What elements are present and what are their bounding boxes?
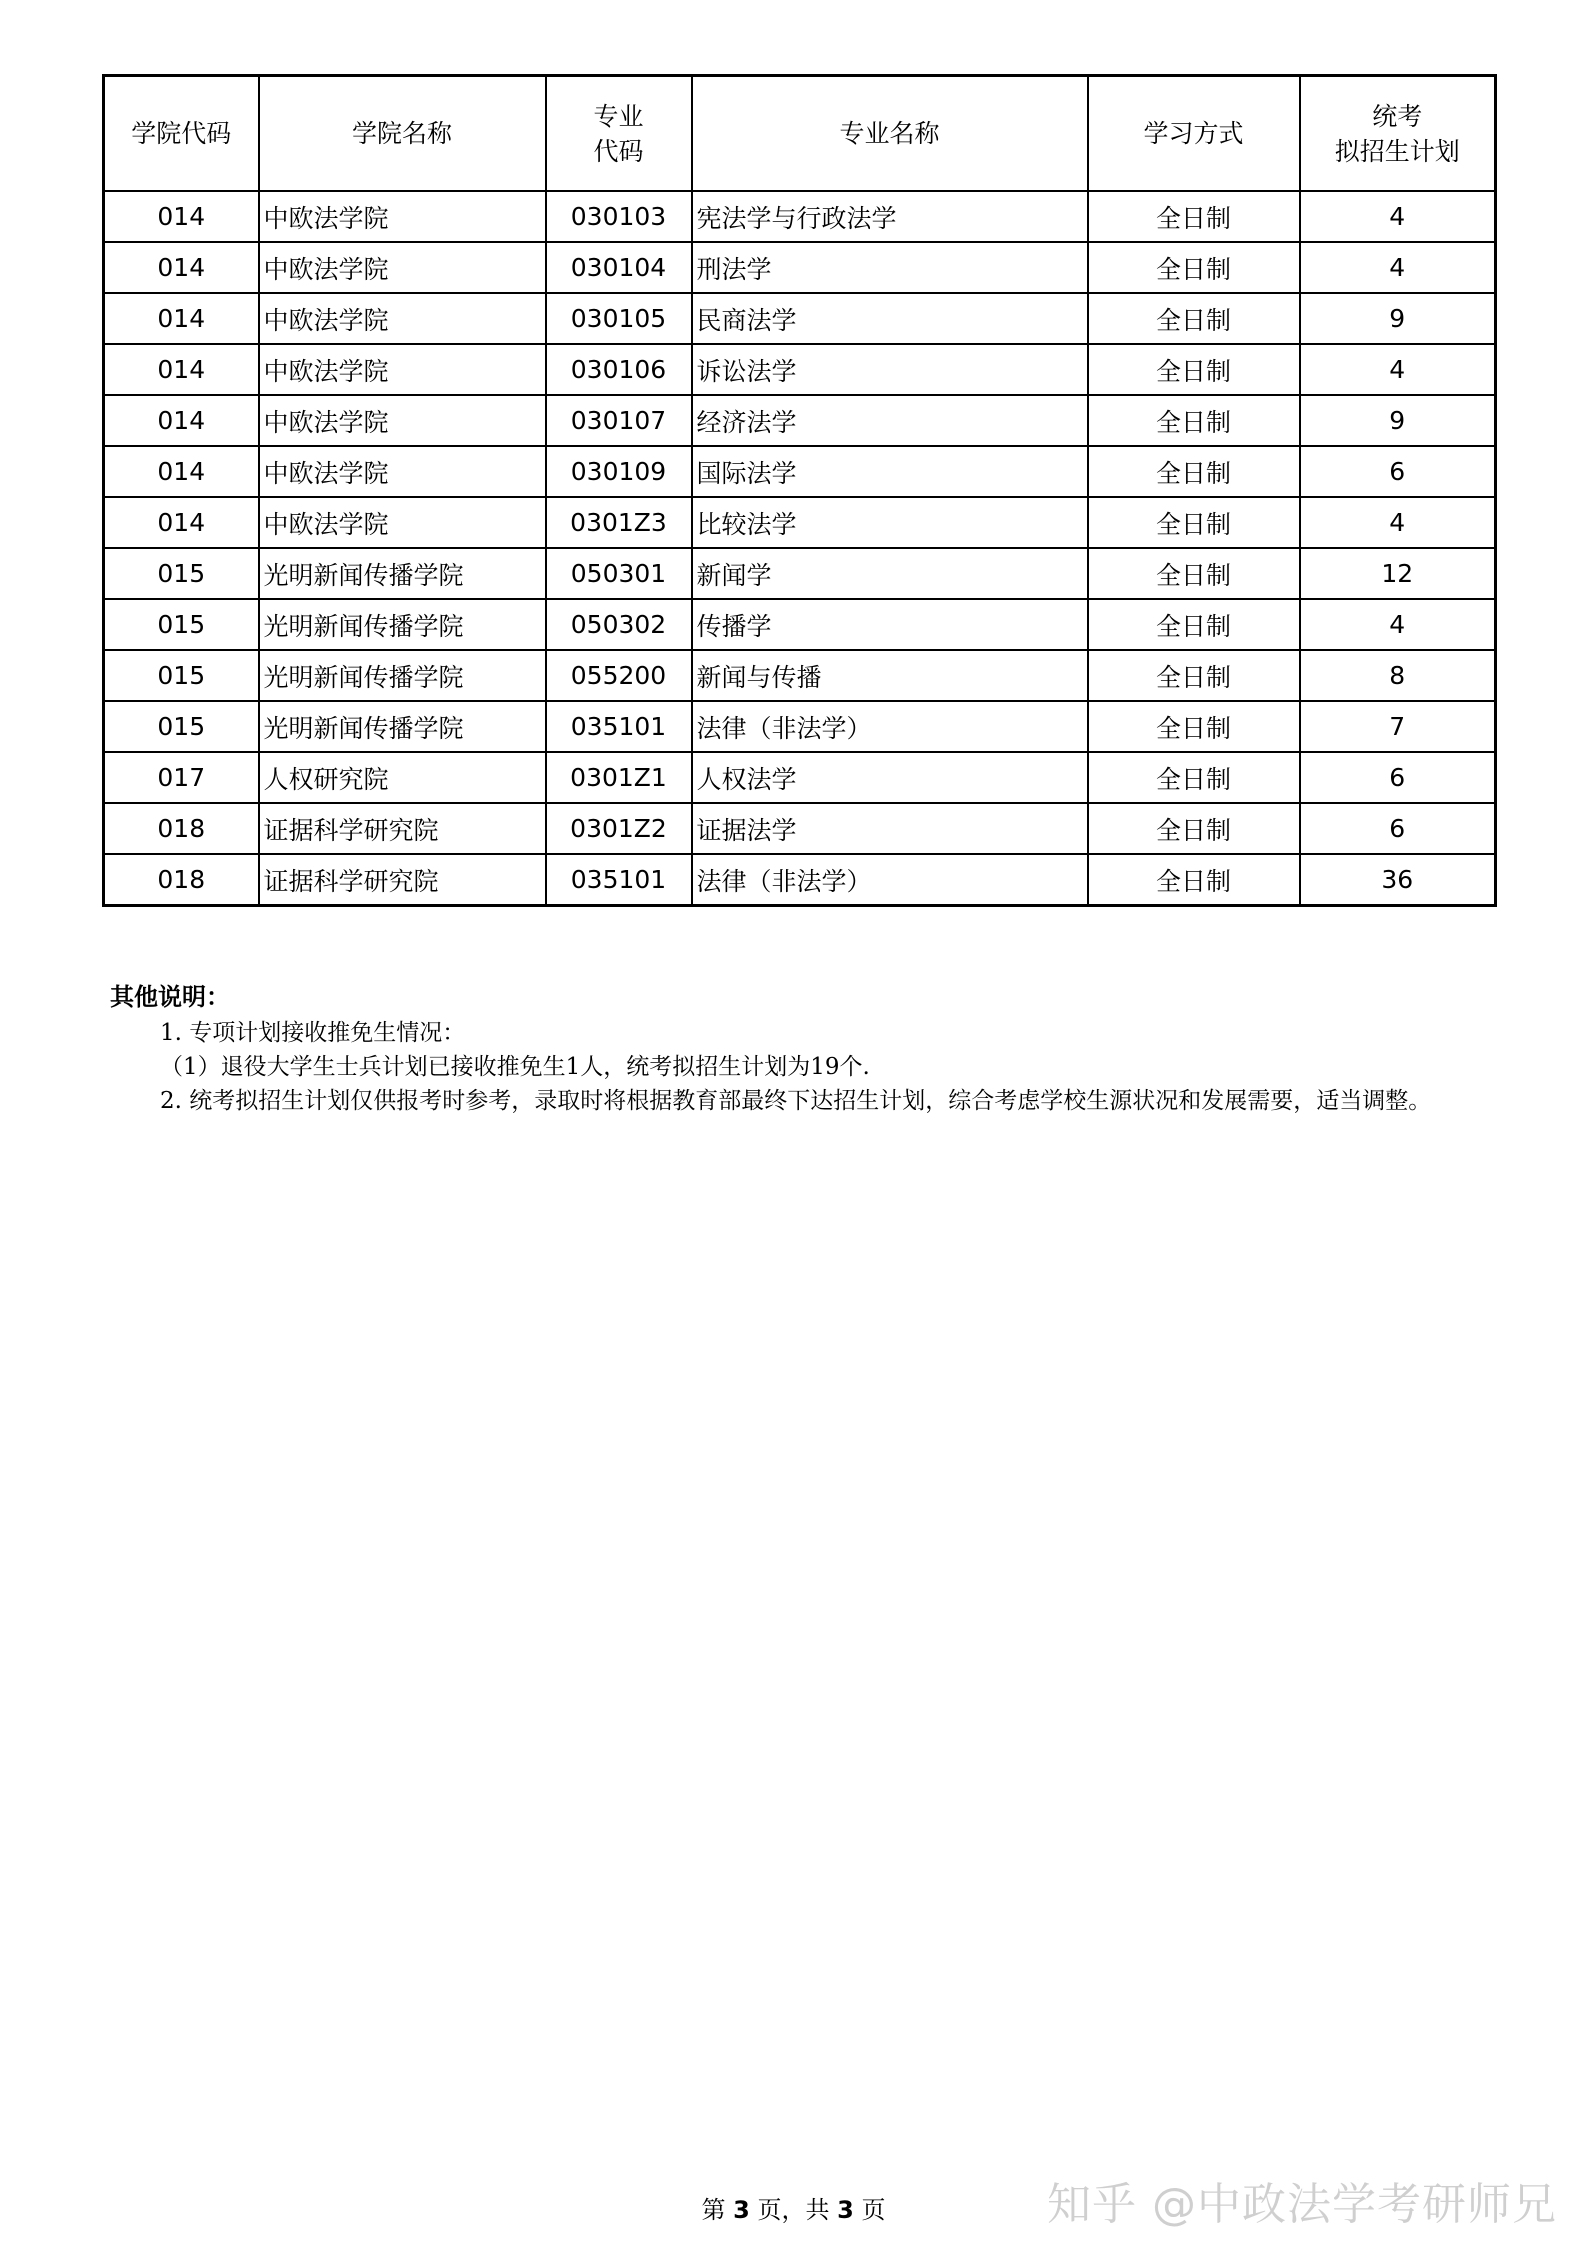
cell-plan: 7: [1300, 701, 1496, 752]
notes-heading: 其他说明：: [110, 983, 230, 1011]
cell-college-code: 015: [104, 650, 259, 701]
header-plan-line2: 拟招生计划: [1334, 136, 1460, 166]
table-header: [104, 76, 1496, 192]
cell-college-code: 014: [104, 344, 259, 395]
cell-plan: 4: [1300, 497, 1496, 548]
cell-major-name: 法律（非法学）: [692, 854, 1088, 906]
cell-major-name: 诉讼法学: [692, 344, 1088, 395]
cell-study-mode: 全日制: [1088, 803, 1300, 854]
header-major-name: 专业名称: [692, 76, 1088, 192]
table-row: [104, 497, 1496, 548]
cell-major-code: 030106: [546, 344, 692, 395]
cell-study-mode: 全日制: [1088, 446, 1300, 497]
cell-plan: 4: [1300, 191, 1496, 242]
cell-major-name: 民商法学: [692, 293, 1088, 344]
cell-plan: 12: [1300, 548, 1496, 599]
cell-college-name: 证据科学研究院: [259, 803, 546, 854]
cell-major-code: 0301Z1: [546, 752, 692, 803]
table-body: [104, 191, 1496, 906]
table-row: [104, 344, 1496, 395]
cell-major-code: 050301: [546, 548, 692, 599]
header-college-code: 学院代码: [104, 76, 259, 192]
cell-major-code: 030105: [546, 293, 692, 344]
cell-major-code: 030109: [546, 446, 692, 497]
cell-college-code: 015: [104, 548, 259, 599]
footer-prefix: 第: [701, 2196, 726, 2224]
table-row: [104, 803, 1496, 854]
zhihu-watermark: 知乎 @中政法学考研师兄: [1047, 2179, 1557, 2230]
cell-college-name: 光明新闻传播学院: [259, 650, 546, 701]
table-row: [104, 446, 1496, 497]
cell-study-mode: 全日制: [1088, 650, 1300, 701]
enrollment-plan-table: [102, 74, 1497, 907]
cell-plan: 4: [1300, 242, 1496, 293]
cell-college-name: 光明新闻传播学院: [259, 599, 546, 650]
footer-middle: 页，共: [757, 2196, 830, 2224]
cell-study-mode: 全日制: [1088, 854, 1300, 906]
cell-study-mode: 全日制: [1088, 548, 1300, 599]
cell-college-code: 018: [104, 803, 259, 854]
cell-plan: 4: [1300, 344, 1496, 395]
cell-major-code: 030107: [546, 395, 692, 446]
cell-major-code: 055200: [546, 650, 692, 701]
cell-college-code: 014: [104, 395, 259, 446]
other-notes: [110, 980, 1490, 1118]
cell-college-code: 014: [104, 293, 259, 344]
cell-college-name: 证据科学研究院: [259, 854, 546, 906]
cell-college-name: 中欧法学院: [259, 191, 546, 242]
cell-college-name: 中欧法学院: [259, 446, 546, 497]
cell-plan: 8: [1300, 650, 1496, 701]
cell-plan: 6: [1300, 446, 1496, 497]
cell-college-code: 014: [104, 497, 259, 548]
header-major-code: [546, 76, 692, 192]
cell-major-name: 新闻学: [692, 548, 1088, 599]
footer-suffix: 页: [861, 2196, 886, 2224]
cell-major-code: 0301Z2: [546, 803, 692, 854]
notes-item-1: 1. 专项计划接收推免生情况：: [160, 1020, 466, 1046]
cell-major-name: 传播学: [692, 599, 1088, 650]
cell-college-code: 015: [104, 599, 259, 650]
cell-college-code: 017: [104, 752, 259, 803]
table-row: [104, 395, 1496, 446]
header-study-mode: 学习方式: [1088, 76, 1300, 192]
table-row: [104, 650, 1496, 701]
cell-study-mode: 全日制: [1088, 395, 1300, 446]
cell-plan: 6: [1300, 752, 1496, 803]
cell-study-mode: 全日制: [1088, 599, 1300, 650]
cell-major-name: 法律（非法学）: [692, 701, 1088, 752]
table-row: [104, 701, 1496, 752]
cell-major-name: 比较法学: [692, 497, 1088, 548]
notes-item-1-sub: （1）退役大学生士兵计划已接收推免生1人，统考拟招生计划为19个.: [160, 1054, 870, 1080]
cell-plan: 36: [1300, 854, 1496, 906]
table-row: [104, 854, 1496, 906]
cell-major-name: 刑法学: [692, 242, 1088, 293]
cell-major-code: 035101: [546, 854, 692, 906]
table-row: [104, 548, 1496, 599]
cell-major-code: 0301Z3: [546, 497, 692, 548]
cell-plan: 9: [1300, 293, 1496, 344]
cell-college-code: 014: [104, 191, 259, 242]
cell-plan: 9: [1300, 395, 1496, 446]
cell-college-name: 光明新闻传播学院: [259, 548, 546, 599]
table-row: [104, 752, 1496, 803]
cell-college-name: 中欧法学院: [259, 395, 546, 446]
header-plan-line1: 统考: [1372, 101, 1423, 131]
cell-major-code: 030104: [546, 242, 692, 293]
cell-college-code: 014: [104, 446, 259, 497]
cell-study-mode: 全日制: [1088, 497, 1300, 548]
table-row: [104, 191, 1496, 242]
cell-major-name: 国际法学: [692, 446, 1088, 497]
header-major-code-line2: 代码: [593, 136, 644, 166]
cell-college-name: 光明新闻传播学院: [259, 701, 546, 752]
cell-plan: 6: [1300, 803, 1496, 854]
cell-study-mode: 全日制: [1088, 344, 1300, 395]
cell-study-mode: 全日制: [1088, 752, 1300, 803]
cell-college-code: 015: [104, 701, 259, 752]
table-row: [104, 242, 1496, 293]
header-row: [104, 76, 1496, 192]
cell-college-name: 人权研究院: [259, 752, 546, 803]
cell-plan: 4: [1300, 599, 1496, 650]
footer-page-number: 3: [733, 2196, 750, 2224]
cell-major-name: 宪法学与行政法学: [692, 191, 1088, 242]
cell-major-code: 030103: [546, 191, 692, 242]
cell-college-name: 中欧法学院: [259, 293, 546, 344]
cell-major-name: 证据法学: [692, 803, 1088, 854]
cell-college-code: 018: [104, 854, 259, 906]
cell-college-name: 中欧法学院: [259, 344, 546, 395]
cell-study-mode: 全日制: [1088, 293, 1300, 344]
cell-study-mode: 全日制: [1088, 242, 1300, 293]
cell-major-name: 新闻与传播: [692, 650, 1088, 701]
table-row: [104, 599, 1496, 650]
cell-college-name: 中欧法学院: [259, 242, 546, 293]
header-plan: [1300, 76, 1496, 192]
cell-study-mode: 全日制: [1088, 191, 1300, 242]
cell-major-code: 035101: [546, 701, 692, 752]
table-row: [104, 293, 1496, 344]
header-college-name: 学院名称: [259, 76, 546, 192]
cell-major-code: 050302: [546, 599, 692, 650]
cell-major-name: 经济法学: [692, 395, 1088, 446]
cell-college-code: 014: [104, 242, 259, 293]
notes-item-2: 2. 统考拟招生计划仅供报考时参考，录取时将根据教育部最终下达招生计划，综合考虑学校生源状况和发展需要，适当调整。: [160, 1088, 1432, 1114]
cell-study-mode: 全日制: [1088, 701, 1300, 752]
footer-total-pages: 3: [837, 2196, 854, 2224]
header-major-code-line1: 专业: [593, 101, 644, 131]
cell-college-name: 中欧法学院: [259, 497, 546, 548]
cell-major-name: 人权法学: [692, 752, 1088, 803]
